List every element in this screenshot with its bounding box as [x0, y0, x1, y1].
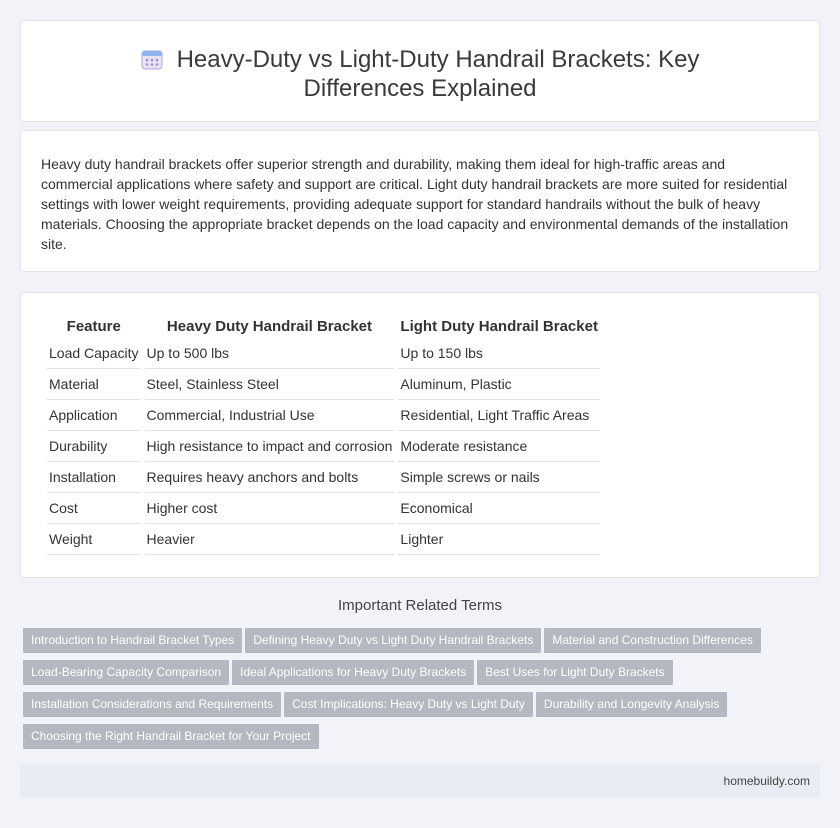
- header-card: [20, 20, 820, 122]
- table-row: [47, 400, 600, 431]
- column-header: Heavy Duty Handrail Bracket: [166, 317, 373, 335]
- related-terms-title: Important Related Terms: [338, 597, 502, 614]
- related-term-tag[interactable]: Installation Considerations and Requirements: [23, 692, 281, 717]
- table-cell: Residential, Light Traffic Areas: [398, 400, 600, 431]
- related-term-tag[interactable]: Load-Bearing Capacity Comparison: [23, 660, 229, 685]
- comparison-table: [43, 314, 604, 555]
- table-cell: Aluminum, Plastic: [398, 369, 600, 400]
- calendar-icon: [141, 48, 163, 70]
- table-header-row: [47, 314, 600, 338]
- footer-site-link[interactable]: homebuildy.com: [723, 774, 810, 788]
- table-cell: Heavier: [145, 524, 395, 555]
- table-cell: Up to 500 lbs: [145, 338, 395, 369]
- related-term-tag[interactable]: Introduction to Handrail Bracket Types: [23, 628, 242, 653]
- table-cell: High resistance to impact and corrosion: [145, 431, 395, 462]
- table-cell: Economical: [398, 493, 600, 524]
- table-cell: Weight: [47, 524, 141, 555]
- table-row: [47, 493, 600, 524]
- comparison-card: [20, 292, 820, 578]
- table-row: [47, 431, 600, 462]
- related-term-tag[interactable]: Ideal Applications for Heavy Duty Brackets: [232, 660, 474, 685]
- related-term-tag[interactable]: Cost Implications: Heavy Duty vs Light Duty: [284, 692, 533, 717]
- table-cell: Load Capacity: [47, 338, 141, 369]
- page-title: [81, 45, 759, 103]
- table-row: [47, 524, 600, 555]
- table-cell: Requires heavy anchors and bolts: [145, 462, 395, 493]
- table-row: [47, 369, 600, 400]
- related-term-tag[interactable]: Material and Construction Differences: [544, 628, 761, 653]
- related-term-tag[interactable]: Durability and Longevity Analysis: [536, 692, 727, 717]
- table-cell: Commercial, Industrial Use: [145, 400, 395, 431]
- table-cell: Steel, Stainless Steel: [145, 369, 395, 400]
- table-cell: Installation: [47, 462, 141, 493]
- table-cell: Cost: [47, 493, 141, 524]
- table-row: [47, 338, 600, 369]
- table-cell: Moderate resistance: [398, 431, 600, 462]
- table-cell: Up to 150 lbs: [398, 338, 600, 369]
- table-cell: Lighter: [398, 524, 600, 555]
- related-terms-list: [23, 628, 813, 756]
- intro-text: Heavy duty handrail brackets offer superior strength and durability, making them ideal for high-traffic areas and commercial applications where safety and support are critical. Light duty handrail brackets are more suited for residential settings with lower weight requirements, providing adequate support for standard handrails without the bulk of heavy materials. Choosing the appropriate bracket depends on the load capacity and environmental demands of the installation site.: [41, 156, 789, 252]
- table-cell: Simple screws or nails: [398, 462, 600, 493]
- table-cell: Material: [47, 369, 141, 400]
- related-term-tag[interactable]: Choosing the Right Handrail Bracket for Your Project: [23, 724, 319, 749]
- column-header: Light Duty Handrail Bracket: [400, 317, 598, 335]
- related-term-tag[interactable]: Best Uses for Light Duty Brackets: [477, 660, 672, 685]
- table-row: [47, 462, 600, 493]
- intro-card: [20, 130, 820, 272]
- related-term-tag[interactable]: Defining Heavy Duty vs Light Duty Handrail Brackets: [245, 628, 541, 653]
- footer: [20, 764, 820, 798]
- table-cell: Durability: [47, 431, 141, 462]
- table-cell: Application: [47, 400, 141, 431]
- column-header: Feature: [66, 317, 121, 335]
- table-cell: Higher cost: [145, 493, 395, 524]
- page-title-text: Heavy-Duty vs Light-Duty Handrail Brackets: Key Differences Explained: [176, 46, 700, 102]
